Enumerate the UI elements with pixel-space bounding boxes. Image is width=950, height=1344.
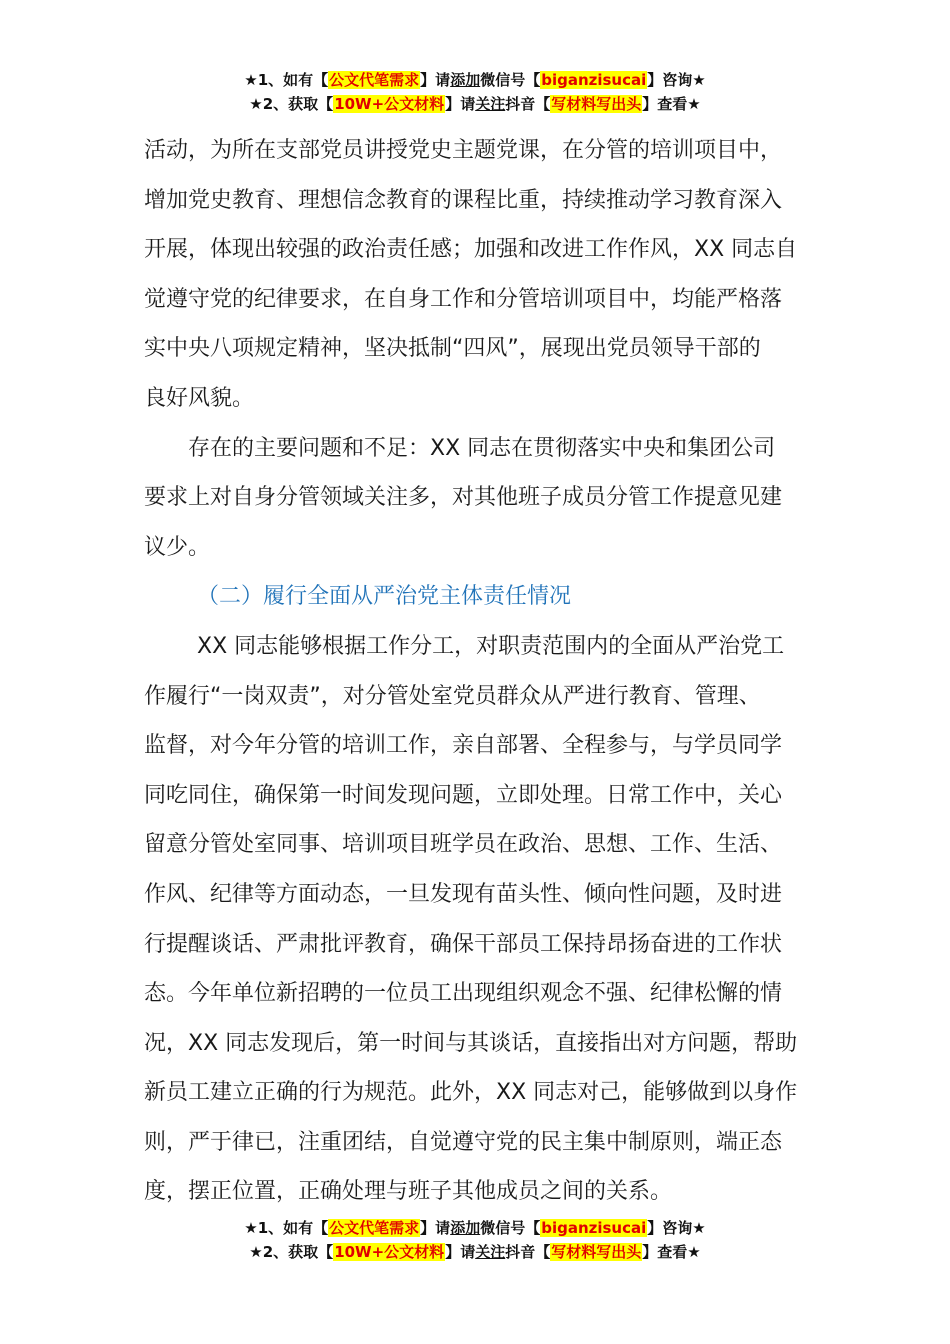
banner-text: 微信号【: [480, 71, 541, 89]
banner-highlight-wechat-id: biganzisucai: [541, 1219, 647, 1237]
text-line: 存在的主要问题和不足：XX 同志在贯彻落实中央和集团公司: [188, 435, 776, 461]
text-line: 开展，体现出较强的政治责任感；加强和改进工作作风，XX 同志自: [144, 237, 798, 263]
paragraph-1: [144, 126, 808, 424]
banner-text: 抖音【: [505, 1243, 551, 1261]
text-line: 新员工建立正确的行为规范。此外，XX 同志对己，能够做到以身作: [144, 1080, 798, 1106]
text-line: XX 同志能够根据工作分工，对职责范围内的全面从严治党工: [197, 633, 785, 659]
text-line: 作风、纪律等方面动态，一旦发现有苗头性、倾向性问题，及时进: [144, 881, 783, 907]
text-line: 行提醒谈话、严肃批评教育，确保干部员工保持昂扬奋进的工作状: [144, 931, 783, 957]
text-line: 则，严于律已，注重团结，自觉遵守党的民主集中制原则，端正态: [144, 1129, 783, 1155]
banner-text: 】查看★: [642, 1243, 701, 1261]
paragraph-3: [144, 622, 808, 1217]
banner-line-1: [0, 68, 950, 92]
banner-highlight-douyin: 写材料写出头: [551, 95, 642, 113]
text-line: 监督，对今年分管的培训工作，亲自部署、全程参与，与学员同学: [144, 733, 783, 759]
banner-line-1: [0, 1216, 950, 1240]
text-line: 度，摆正位置，正确处理与班子其他成员之间的关系。: [144, 1179, 673, 1205]
text-line: 作履行“一岗双责”，对分管处室党员群众从严进行教育、管理、: [144, 683, 761, 709]
banner-highlight: 公文代笔需求: [329, 1219, 420, 1237]
banner-highlight-douyin: 写材料写出头: [551, 1243, 642, 1261]
section-heading-text: （二）履行全面从严治党主体责任情况: [197, 584, 572, 610]
banner-highlight-wechat-id: biganzisucai: [541, 71, 647, 89]
banner-text: 微信号【: [480, 1219, 541, 1237]
section-heading: [144, 572, 808, 622]
banner-line-2: [0, 1240, 950, 1264]
banner-text: ★2、获取【: [249, 1243, 334, 1261]
text-line: 要求上对自身分管领域关注多，对其他班子成员分管工作提意见建: [144, 485, 783, 511]
banner-underlined-text: 关注: [475, 95, 506, 113]
text-line: 觉遵守党的纪律要求，在自身工作和分管培训项目中，均能严格落: [144, 286, 783, 312]
banner-highlight: 公文代笔需求: [329, 71, 420, 89]
footer-banner: [0, 1216, 950, 1264]
text-line: 同吃同住，确保第一时间发现问题，立即处理。日常工作中，关心: [144, 782, 783, 808]
banner-text: 】查看★: [642, 95, 701, 113]
banner-text: 抖音【: [505, 95, 551, 113]
banner-underlined-text: 关注: [475, 1243, 506, 1261]
banner-highlight: 10W+公文材料: [334, 1243, 445, 1261]
banner-underlined-text: 添加: [450, 71, 481, 89]
text-line: 态。今年单位新招聘的一位员工出现组织观念不强、纪律松懈的情: [144, 981, 783, 1007]
text-line: 增加党史教育、理想信念教育的课程比重，持续推动学习教育深入: [144, 187, 783, 213]
text-line: 况，XX 同志发现后，第一时间与其谈话，直接指出对方问题，帮助: [144, 1030, 798, 1056]
banner-text: ★2、获取【: [249, 95, 334, 113]
banner-text: 】请: [420, 1219, 451, 1237]
banner-text: 】请: [445, 95, 476, 113]
banner-highlight: 10W+公文材料: [334, 95, 445, 113]
text-line: 实中央八项规定精神，坚决抵制“四风”，展现出党员领导干部的: [144, 336, 761, 362]
banner-text: 】请: [420, 71, 451, 89]
text-line: 良好风貌。: [144, 385, 255, 411]
banner-underlined-text: 添加: [450, 1219, 481, 1237]
document-body: [144, 126, 808, 1217]
paragraph-2: [144, 424, 808, 573]
text-line: 活动，为所在支部党员讲授党史主题党课，在分管的培训项目中，: [144, 138, 783, 163]
banner-text: ★1、如有【: [244, 71, 329, 89]
header-banner: [0, 68, 950, 116]
banner-text: 】请: [445, 1243, 476, 1261]
banner-text: 】咨询★: [647, 1219, 706, 1237]
banner-text: 】咨询★: [647, 71, 706, 89]
banner-text: ★1、如有【: [244, 1219, 329, 1237]
text-line: 议少。: [144, 534, 211, 560]
banner-line-2: [0, 92, 950, 116]
text-line: 留意分管处室同事、培训项目班学员在政治、思想、工作、生活、: [144, 832, 783, 858]
